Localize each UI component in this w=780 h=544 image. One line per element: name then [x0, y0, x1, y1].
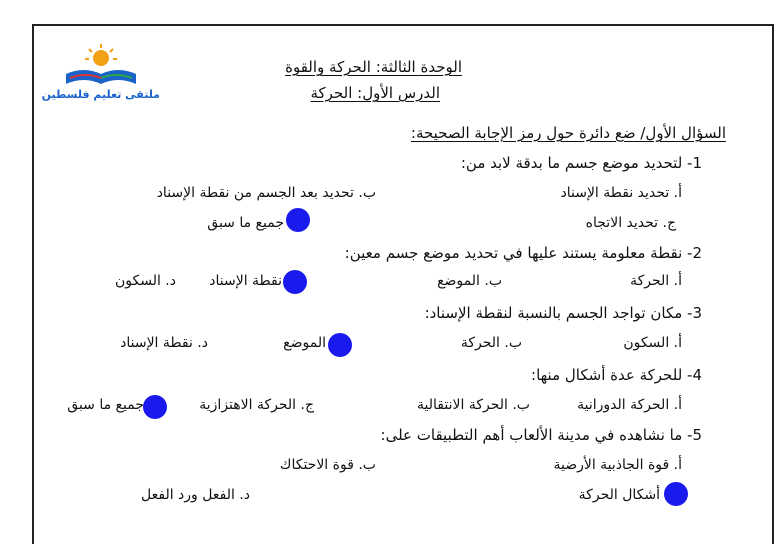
lesson-title: الدرس الأول: الحركة	[310, 84, 440, 102]
answer-circle	[664, 482, 688, 506]
q1-option-c[interactable]: ج. تحديد الاتجاه	[585, 215, 676, 231]
q3-option-d[interactable]: د. نقطة الإسناد	[120, 335, 208, 351]
q3-option-b[interactable]: ب. الحركة	[460, 335, 522, 351]
q2-option-d[interactable]: د. السكون	[114, 273, 176, 289]
q2-option-a[interactable]: أ. الحركة	[630, 273, 682, 289]
q5-option-d[interactable]: د. الفعل ورد الفعل	[141, 487, 250, 503]
q3-option-c[interactable]: الموضع	[283, 335, 326, 351]
logo-text: ملتقى تعليم فلسطين	[41, 88, 160, 101]
q2-option-b[interactable]: ب. الموضع	[437, 273, 502, 289]
q1-option-d[interactable]: جميع ما سبق	[207, 215, 284, 231]
question-5: 5- ما نشاهده في مدينة الألعاب أهم التطبيقات على:	[380, 426, 702, 444]
q4-option-b[interactable]: ب. الحركة الانتقالية	[417, 397, 530, 413]
q2-option-c[interactable]: نقطة الإسناد	[209, 273, 282, 289]
q4-option-d[interactable]: جميع ما سبق	[67, 397, 144, 413]
q5-option-b[interactable]: ب. قوة الاحتكاك	[279, 457, 376, 473]
unit-title: الوحدة الثالثة: الحركة والقوة	[285, 58, 462, 76]
q5-option-a[interactable]: أ. قوة الجاذبية الأرضية	[553, 457, 682, 473]
q4-option-a[interactable]: أ. الحركة الدورانية	[577, 397, 682, 413]
question-4: 4- للحركة عدة أشكال منها:	[531, 366, 702, 384]
answer-circle	[328, 333, 352, 357]
section-title: السؤال الأول/ ضع دائرة حول رمز الإجابة الصحيحة:	[410, 124, 726, 142]
question-1: 1- لتحديد موضع جسم ما بدقة لابد من:	[460, 154, 702, 172]
q1-option-a[interactable]: أ. تحديد نقطة الإسناد	[560, 185, 682, 201]
q4-option-c[interactable]: ج. الحركة الاهتزازية	[199, 397, 314, 413]
answer-circle	[283, 270, 307, 294]
q5-option-c[interactable]: أشكال الحركة	[578, 487, 660, 503]
q1-option-b[interactable]: ب. تحديد بعد الجسم من نقطة الإسناد	[156, 185, 376, 201]
answer-circle	[286, 208, 310, 232]
q3-option-a[interactable]: أ. السكون	[623, 335, 682, 351]
question-3: 3- مكان تواجد الجسم بالنسبة لنقطة الإسناد:	[424, 304, 702, 322]
answer-circle	[143, 395, 167, 419]
question-2: 2- نقطة معلومة يستند عليها في تحديد موضع جسم معين:	[344, 244, 702, 262]
